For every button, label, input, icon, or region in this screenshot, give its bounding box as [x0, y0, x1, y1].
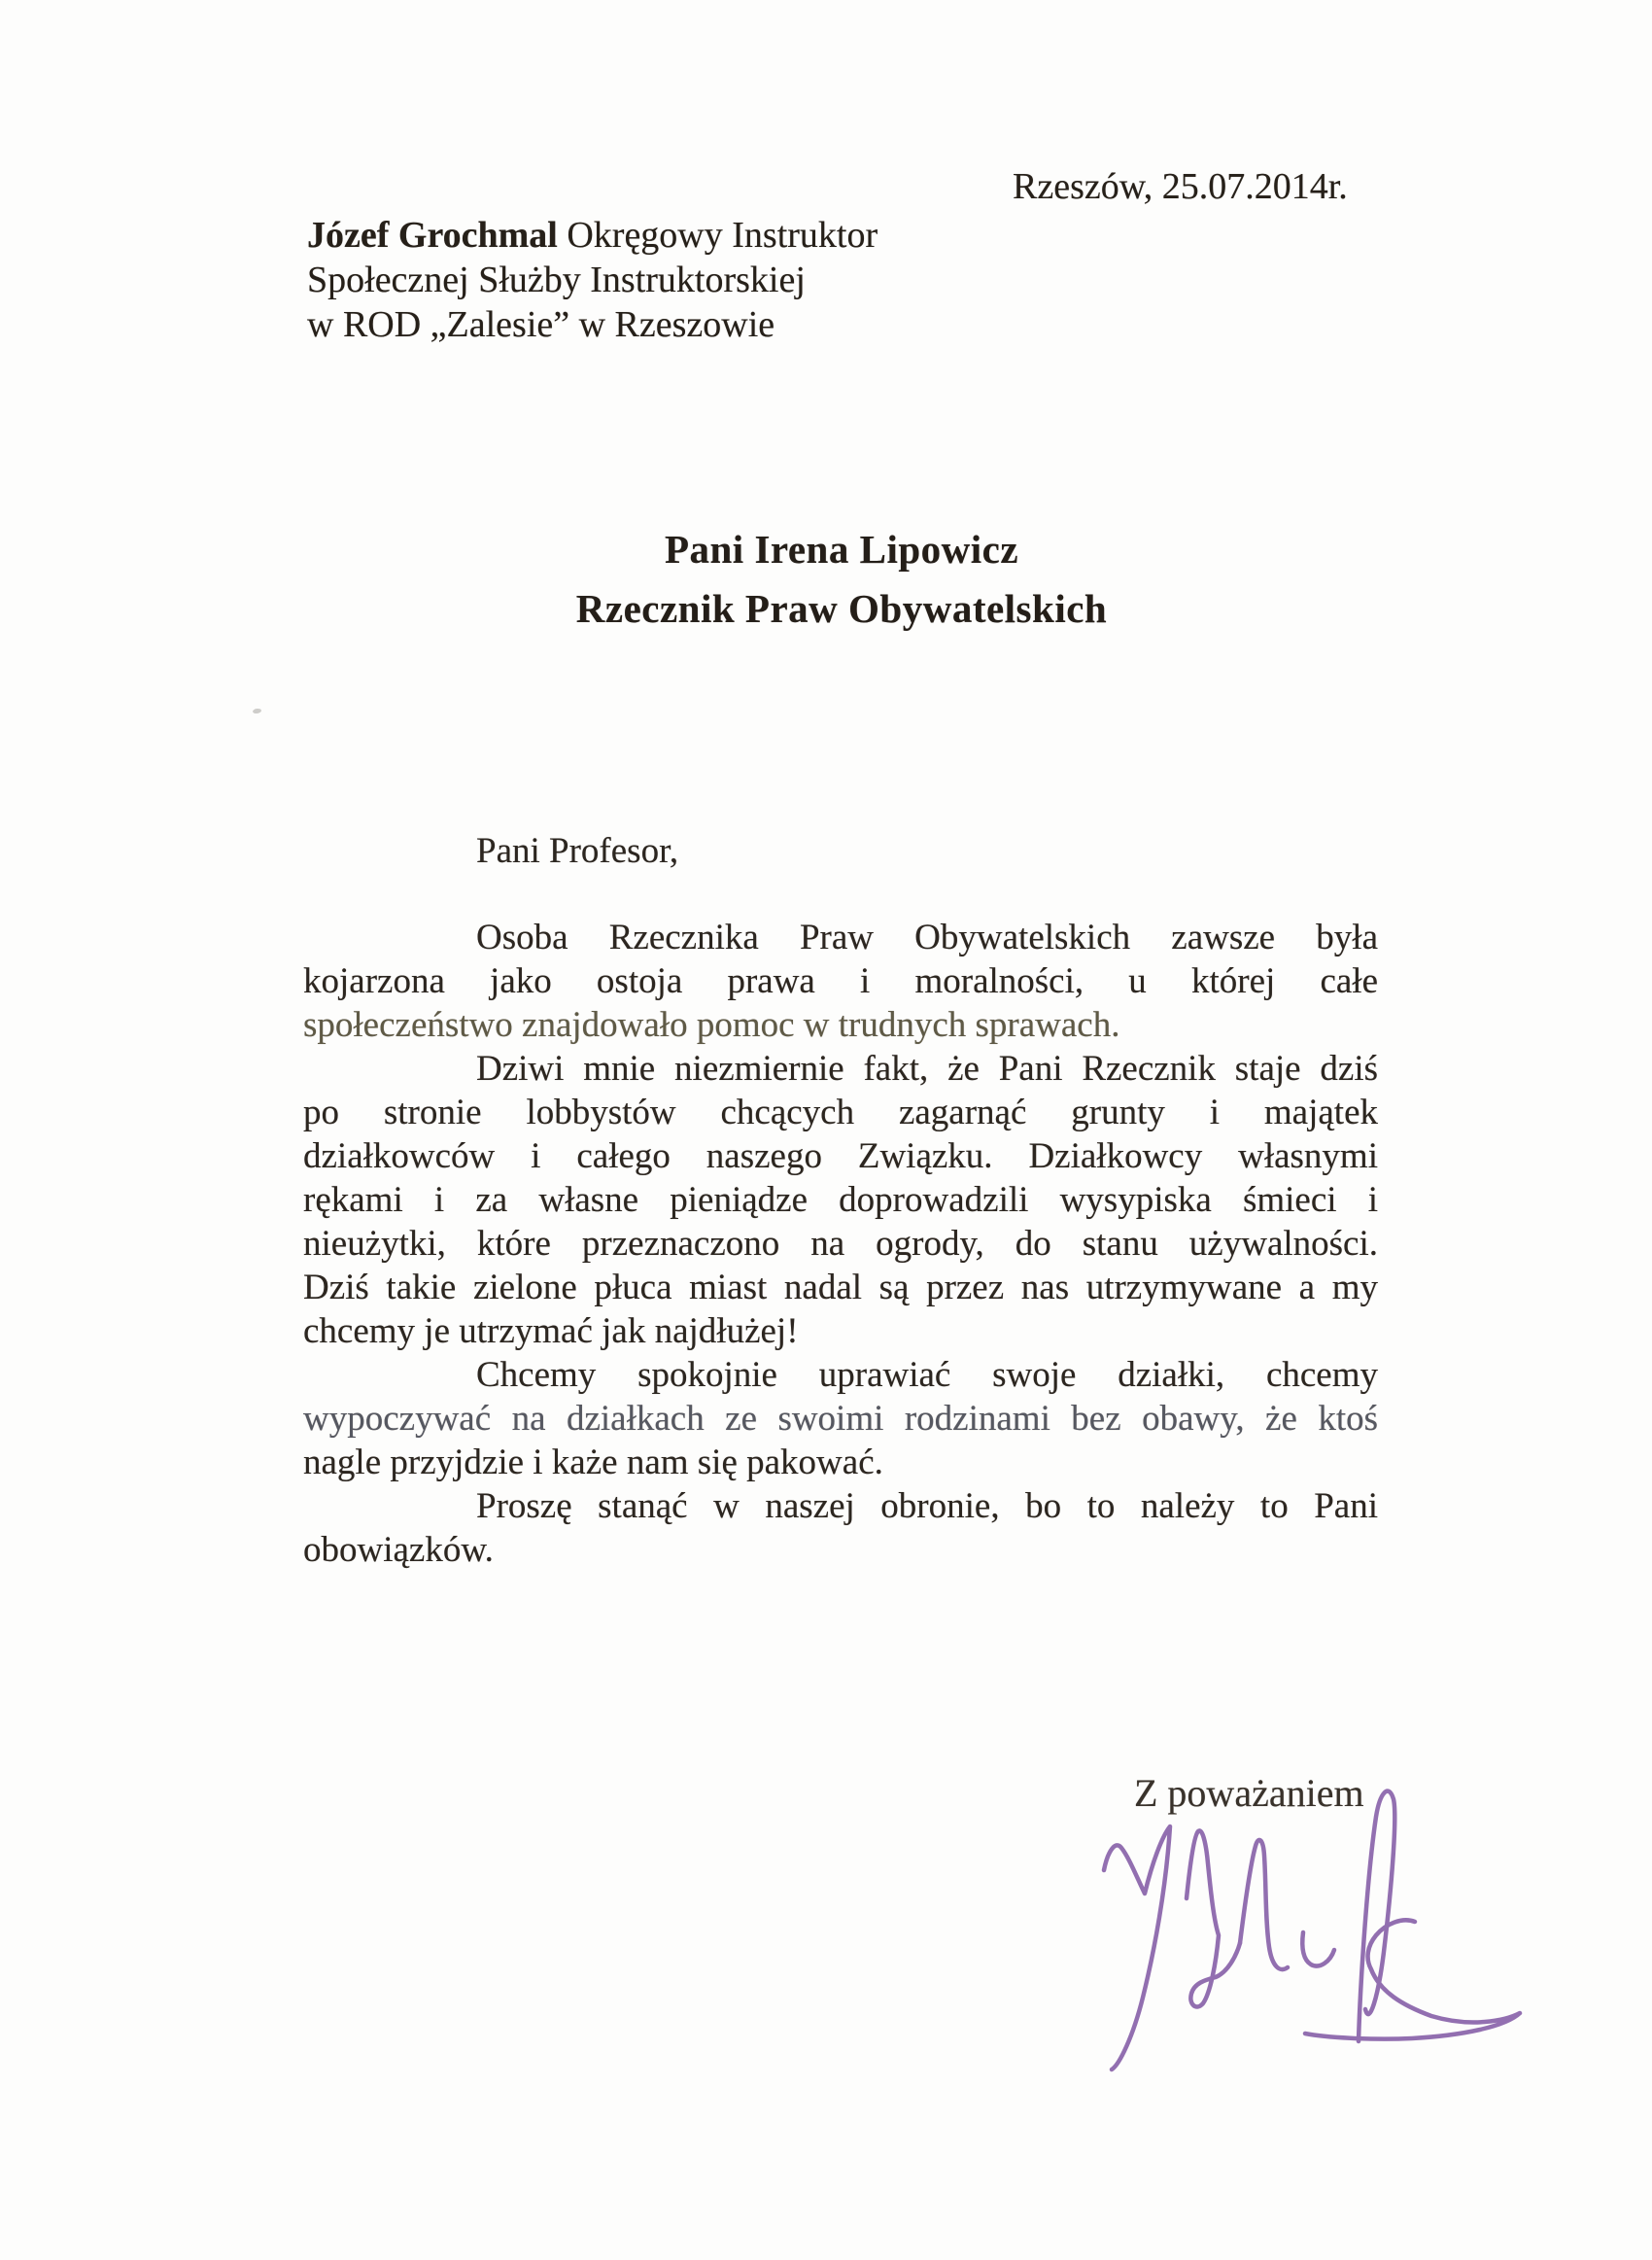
body-line: nieużytki, które przeznaczono na ogrody, do stanu używalności. — [303, 1224, 1378, 1264]
addressee-title: Rzecznik Praw Obywatelskich — [575, 586, 1108, 631]
letter-date: Rzeszów, 25.07.2014r. — [1013, 166, 1348, 207]
sender-line-2: Społecznej Służby Instruktorskiej — [307, 260, 806, 300]
signature-stroke-hook — [1302, 1932, 1334, 1966]
sender-line-1 — [307, 213, 878, 258]
body-line: wypoczywać na działkach ze swoimi rodzinami bez obawy, że ktoś — [303, 1399, 1378, 1439]
body-line: Dziwi mnie niezmiernie fakt, że Pani Rzecznik staje dziś — [476, 1049, 1378, 1089]
body-line: Proszę stanąć w naszej obronie, bo to należy to Pani — [476, 1486, 1378, 1526]
body-line: rękami i za własne pieniądze doprowadzili wysypiska śmieci i — [303, 1180, 1378, 1220]
body-line: chcemy je utrzymać jak najdłużej! — [303, 1311, 799, 1351]
closing-phrase: Z poważaniem — [1134, 1771, 1364, 1815]
signature-stroke-m2 — [1240, 1840, 1288, 1969]
salutation: Pani Profesor, — [476, 831, 679, 871]
body-line: społeczeństwo znajdowało pomoc w trudnych sprawach. — [303, 1005, 1120, 1045]
signature-stroke-flourish — [1305, 1920, 1520, 2038]
signature-ink — [1104, 1791, 1520, 2069]
body-line: po stronie lobbystów chcących zagarnąć grunty i majątek — [303, 1093, 1378, 1132]
sender-name: Józef Grochmal — [307, 215, 558, 256]
body-line: kojarzona jako ostoja prawa i moralności, u której całe — [303, 961, 1378, 1001]
body-line: Osoba Rzecznika Praw Obywatelskich zawsze była — [476, 918, 1378, 957]
body-line: Dziś takie zielone płuca miast nadal są przez nas utrzymywane a my — [303, 1268, 1378, 1307]
letter-body — [303, 829, 1378, 1572]
signature-stroke-m1 — [1187, 1830, 1240, 2006]
addressee-name: Pani Irena Lipowicz — [664, 527, 1019, 572]
signature-stroke-left — [1104, 1826, 1170, 2069]
body-line: obowiązków. — [303, 1530, 494, 1570]
sender-block — [307, 213, 878, 347]
body-line: nagle przyjdzie i każe nam się pakować. — [303, 1443, 883, 1482]
sender-title: Okręgowy Instruktor — [557, 215, 878, 256]
sender-line-3: w ROD „Zalesie” w Rzeszowie — [307, 304, 775, 345]
blank-line — [303, 873, 1378, 916]
signature-stroke-loop — [1359, 1791, 1394, 2041]
body-line: Chcemy spokojnie uprawiać swoje działki, chcemy — [476, 1355, 1378, 1395]
body-line: działkowców i całego naszego Związku. Działkowcy własnymi — [303, 1136, 1378, 1176]
scan-speck — [253, 708, 262, 713]
handwritten-signature — [1069, 1759, 1574, 2129]
addressee-block — [303, 520, 1380, 639]
